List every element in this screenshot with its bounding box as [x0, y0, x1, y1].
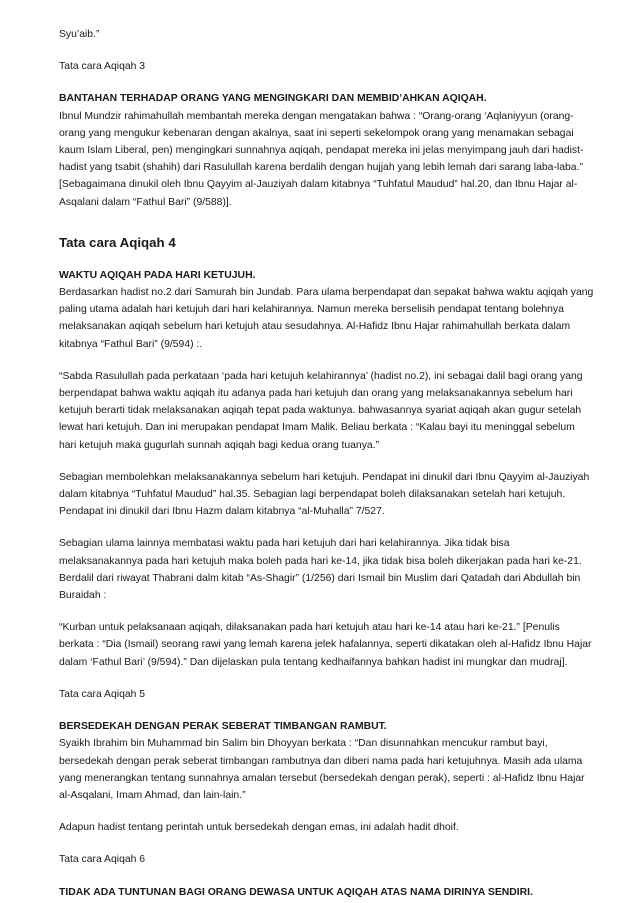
- section5-label: Tata cara Aqiqah 5: [59, 688, 146, 700]
- section3-label: Tata cara Aqiqah 3: [59, 61, 146, 73]
- section4-paragraph-5: “Kurban untuk pelaksanaan aqiqah, dilaksanakan pada hari ketujuh atau hari ke-14 atau hari ke-21.” [Penulis berkata : “Dia (Ismail) seorang rawi yang lemah karena jelek hafalannya, seperti dikatakan oleh al-Hafidz Ibnu Hajar dalam ‘Fathul Bari’ (9/594).” Dan dijelaskan pula tentang kedhaifannya bahkan hadist ini mungkar dan mudraj].: [59, 622, 592, 668]
- section4-title: Tata cara Aqiqah 4: [59, 234, 176, 250]
- section3-heading: BANTAHAN TERHADAP ORANG YANG MENGINGKARI DAN MEMBID’AHKAN AQIQAH.: [59, 93, 487, 105]
- top-line: Syu’aib.”: [59, 29, 100, 40]
- section4-paragraph-2: “Sabda Rasulullah pada perkataan ‘pada hari ketujuh kelahirannya’ (hadist no.2), ini sebagai dalil bagi orang yang berpendapat bahwa waktu aqiqah itu adanya pada hari ketujuh dan orang yang melaksanakannya sebelum hari ketujuh berarti tidak melaksanakan aqiqah tepat pada waktunya. bahwasannya syariat aqiqah akan gugur setelah lewat hari ketujuh. Dan ini merupakan pendapat Imam Malik. Beliau berkata : “Kalau bayi itu meninggal sebelum hari ketujuh maka gugurlah sunnah aqiqah bagi kedua orang tuanya.”: [59, 370, 583, 451]
- section4-paragraph-4: Sebagian ulama lainnya membatasi waktu pada hari ketujuh dari hari kelahirannya. Jika tidak bisa melaksanakannya pada hari ketujuh maka boleh pada hari ke-14, jika tidak bisa boleh dikerjakan pada hari ke-21. Berdalil dari riwayat Thabrani dalm kitab “As-Shagir” (1/256) dari Ismail bin Muslim dari Qatadah dari Abdullah bin Buraidah :: [59, 538, 582, 602]
- section6-label: Tata cara Aqiqah 6: [59, 854, 146, 866]
- section5-paragraph-2: Adapun hadist tentang perintah untuk bersedekah dengan emas, ini adalah hadit dhoif.: [59, 822, 459, 834]
- section4-paragraph-3: Sebagian membolehkan melaksanakannya sebelum hari ketujuh. Pendapat ini dinukil dari Ibnu Qayyim al-Jauziyah dalam kitabnya “Tuhfatul Maudud” hal.35. Sebagian lagi berpendapat boleh dilaksanakan setelah hari ketujuh. Pendapat ini dinukil dari Ibnu Hazm dalam kitabnya “al-Muhalla” 7/527.: [59, 471, 590, 518]
- section5-heading: BERSEDEKAH DENGAN PERAK SEBERAT TIMBANGAN RAMBUT.: [59, 721, 387, 733]
- section4-paragraph-1: Berdasarkan hadist no.2 dari Samurah bin Jundab. Para ulama berpendapat dan sepakat bahwa waktu aqiqah yang paling utama adalah hari ketujuh dari hari kelahirannya. Namun mereka berselisih pendapat tentang bolehnya melaksanakan aqiqah sebelum hari ketujuh atau sesudahnya. Al-Hafidz Ibnu Hajar rahimahullah berkata dalam kitabnya “Fathul Bari” (9/594) :.: [59, 287, 594, 350]
- section6-heading: TIDAK ADA TUNTUNAN BAGI ORANG DEWASA UNTUK AQIQAH ATAS NAMA DIRINYA SENDIRI.: [59, 886, 533, 898]
- section4-heading: WAKTU AQIQAH PADA HARI KETUJUH.: [59, 269, 256, 281]
- section5-paragraph-1: Syaikh Ibrahim bin Muhammad bin Salim bin Dhoyyan berkata : “Dan disunnahkan mencukur rambut bayi, bersedekah dengan perak seberat timbangan rambutnya dan diberi nama pada hari ketujuhnya. Masih ada ulama yang menerangkan tentang sunnahnya amalan tersebut (bersedekah dengan perak), seperti : al-Hafidz Ibnu Hajar al-Asqalani, Imam Ahmad, dan lain-lain.”: [59, 738, 585, 801]
- section3-paragraph: Ibnul Mundzir rahimahullah membantah mereka dengan mengatakan bahwa : “Orang-orang ‘Aqlaniyyun (orang-orang yang mengukur kebenaran dengan akalnya, saat ini seperti sekelompok orang yang menamakan sebagai kaum Islam Liberal, pen) mengingkari sunnahnya aqiqah, pendapat mereka ini jelas menyimpang jauh dari hadist-hadist yang tsabit (shahih) dari Rasulullah karena berdalih dengan hujjah yang lebih lemah dari sarang laba-laba.” [Sebagaimana dinukil oleh Ibnu Qayyim al-Jauziyah dalam kitabnya “Tuhfatul Maudud” hal.20, dan Ibnu Hajar al-Asqalani dalam “Fathul Bari” (9/588)].: [59, 110, 584, 208]
- document-page: [59, 26, 594, 901]
